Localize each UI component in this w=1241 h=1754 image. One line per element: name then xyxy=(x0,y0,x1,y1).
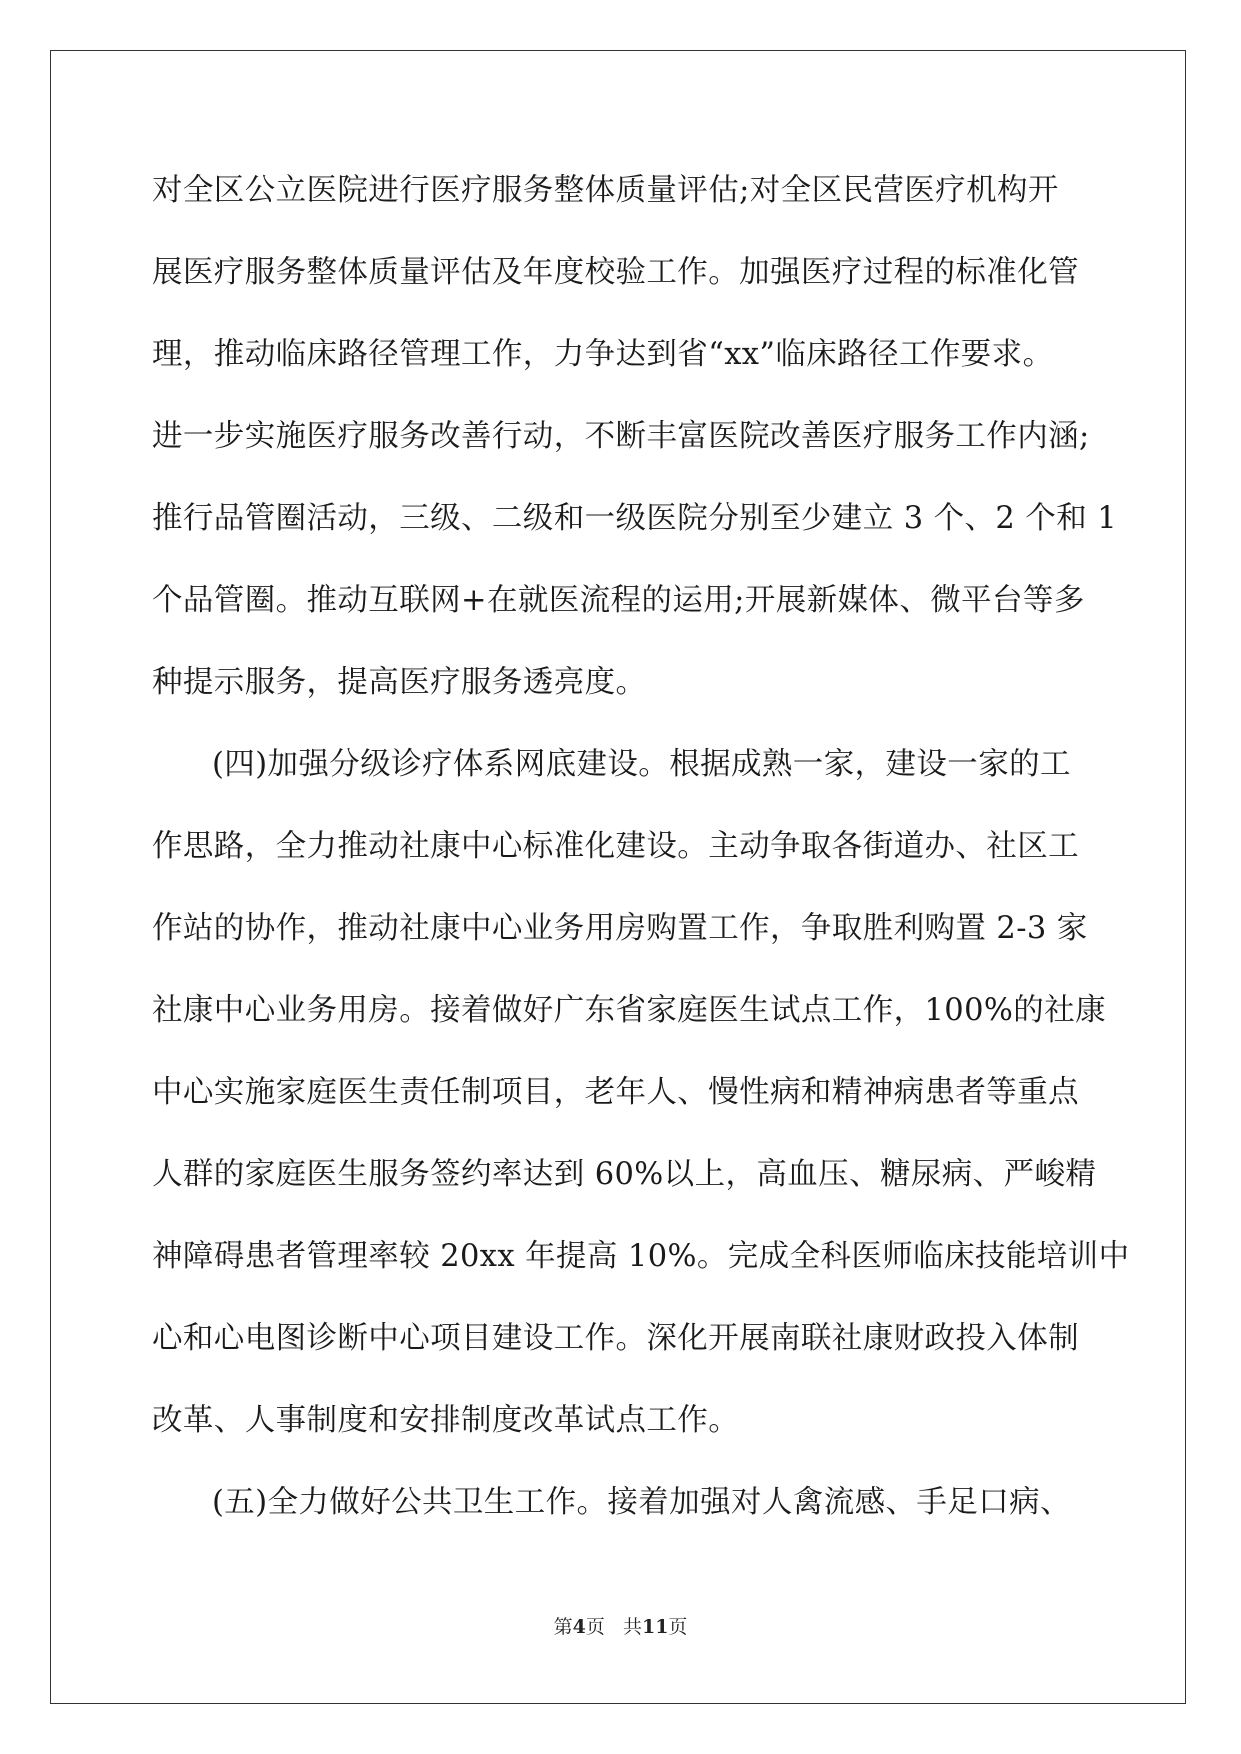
current-page-number: 4 xyxy=(572,1616,586,1638)
text-line: (五)全力做好公共卫生工作。接着加强对人禽流感、手足口病、 xyxy=(212,1485,1071,1520)
document-body xyxy=(152,150,1130,1544)
text-line: 社康中心业务用房。接着做好广东省家庭医生试点工作，100%的社康 xyxy=(152,993,1106,1028)
text-line: 中心实施家庭医生责任制项目，老年人、慢性病和精神病患者等重点 xyxy=(152,1075,1079,1110)
total-page-count: 11 xyxy=(641,1616,669,1638)
page-footer xyxy=(0,1612,1241,1639)
page-prefix: 第 xyxy=(553,1616,573,1638)
paragraph-3 xyxy=(152,1462,1092,1544)
text-line: 人群的家庭医生服务签约率达到 60%以上，高血压、糖尿病、严峻精 xyxy=(152,1157,1097,1192)
paragraph-1 xyxy=(152,150,1117,724)
total-suffix: 页 xyxy=(668,1616,688,1638)
page-suffix: 页 xyxy=(585,1616,605,1638)
text-line: 展医疗服务整体质量评估及年度校验工作。加强医疗过程的标准化管 xyxy=(152,255,1079,290)
text-line: 神障碍患者管理率较 20xx 年提高 10%。完成全科医师临床技能培训中 xyxy=(152,1239,1130,1274)
text-line: (四)加强分级诊疗体系网底建设。根据成熟一家，建设一家的工 xyxy=(212,747,1071,782)
text-line: 理，推动临床路径管理工作，力争达到省“xx”临床路径工作要求。 xyxy=(152,337,1054,372)
text-line: 作站的协作，推动社康中心业务用房购置工作，争取胜利购置 2-3 家 xyxy=(152,911,1088,946)
total-prefix: 共 xyxy=(622,1616,642,1638)
text-line: 作思路，全力推动社康中心标准化建设。主动争取各街道办、社区工 xyxy=(152,829,1079,864)
text-line: 推行品管圈活动，三级、二级和一级医院分别至少建立 3 个、2 个和 1 xyxy=(152,501,1117,536)
paragraph-2 xyxy=(152,724,1130,1462)
text-line: 个品管圈。推动互联网+在就医流程的运用;开展新媒体、微平台等多 xyxy=(152,583,1085,618)
text-line: 改革、人事制度和安排制度改革试点工作。 xyxy=(152,1403,740,1438)
text-line: 种提示服务，提高医疗服务透亮度。 xyxy=(152,665,647,700)
text-line: 心和心电图诊断中心项目建设工作。深化开展南联社康财政投入体制 xyxy=(152,1321,1079,1356)
text-line: 进一步实施医疗服务改善行动，不断丰富医院改善医疗服务工作内涵; xyxy=(152,419,1090,454)
text-line: 对全区公立医院进行医疗服务整体质量评估;对全区民营医疗机构开 xyxy=(152,173,1059,208)
